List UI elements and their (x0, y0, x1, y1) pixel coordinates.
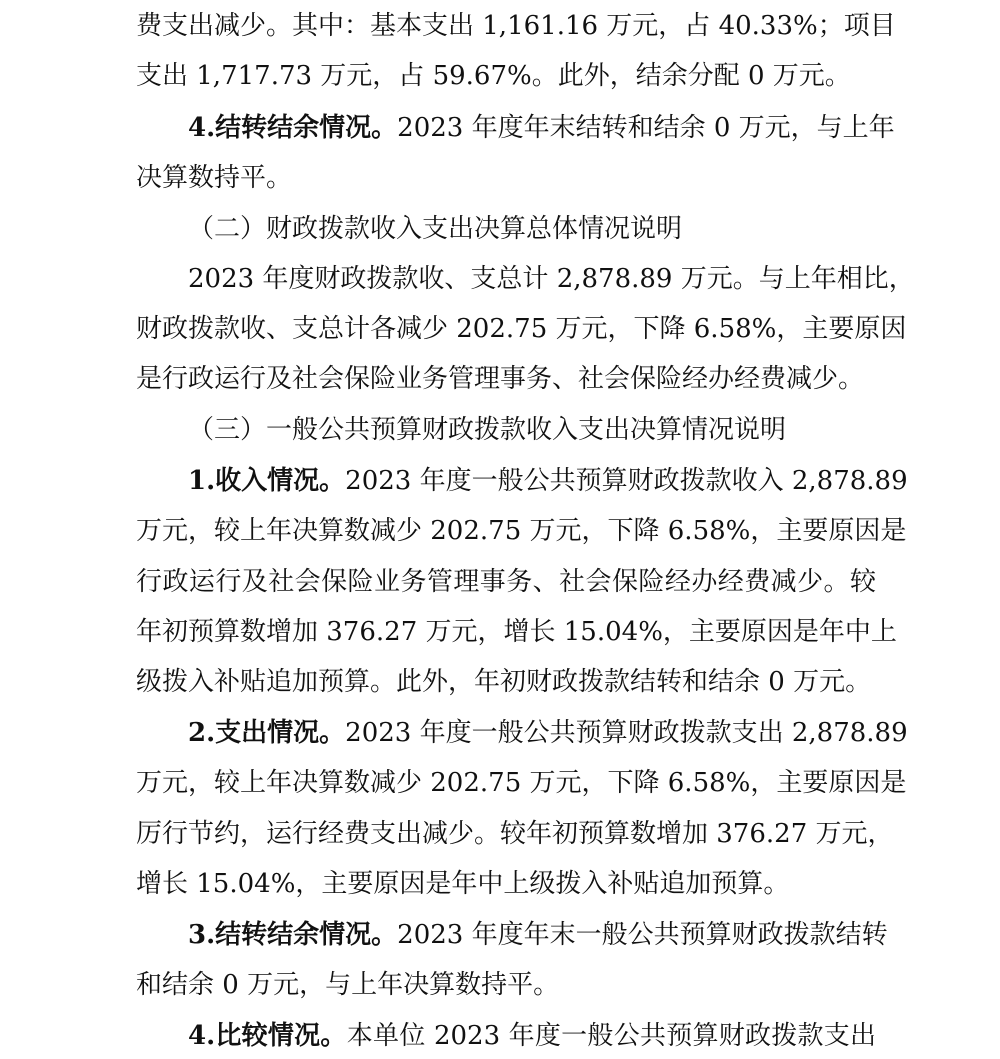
line-lead: 1.收入情况。 (188, 466, 346, 496)
text-line (136, 867, 876, 901)
line-lead: 3.结转结余情况。 (188, 920, 398, 950)
text-line (136, 968, 876, 1002)
text-line (136, 362, 876, 396)
text-line (188, 1019, 876, 1053)
line-text: 费支出减少。其中：基本支出 1,161.16 万元，占 40.33%；项目 (136, 11, 896, 41)
line-text: 万元，较上年决算数减少 202.75 万元，下降 6.58%，主要原因是 (136, 768, 907, 798)
line-text: 级拨入补贴追加预算。此外，年初财政拨款结转和结余 0 万元。 (136, 667, 872, 697)
line-text: 行政运行及社会保险业务管理事务、社会保险经办经费减少。较 (136, 567, 876, 597)
text-line (136, 59, 876, 93)
line-text: 万元，较上年决算数减少 202.75 万元，下降 6.58%，主要原因是 (136, 516, 907, 546)
line-text: （三）一般公共预算财政拨款收入支出决算情况说明 (188, 415, 787, 445)
text-line (188, 111, 895, 145)
text-line (136, 615, 897, 649)
line-text: 财政拨款收、支总计各减少 202.75 万元，下降 6.58%，主要原因 (136, 314, 907, 344)
line-text: 2023 年度一般公共预算财政拨款收入 2,878.89 (345, 466, 908, 496)
line-text: 本单位 2023 年度一般公共预算财政拨款支出 (346, 1021, 876, 1051)
text-line (136, 565, 876, 599)
text-line (188, 262, 915, 296)
section-heading (188, 413, 876, 447)
line-text: 2023 年度年末结转和结余 0 万元，与上年 (397, 113, 895, 143)
section-heading (188, 212, 876, 246)
line-lead: 4.结转结余情况。 (188, 113, 398, 143)
line-lead: 4.比较情况。 (188, 1021, 347, 1051)
line-lead: 2.支出情况。 (188, 718, 346, 748)
line-text: 是行政运行及社会保险业务管理事务、社会保险经办经费减少。 (136, 364, 865, 394)
line-text: 年初预算数增加 376.27 万元，增长 15.04%，主要原因是年中上 (136, 617, 897, 647)
text-line (188, 918, 888, 952)
text-line (136, 9, 896, 43)
text-line (188, 464, 908, 498)
text-line (136, 665, 876, 699)
text-line (136, 514, 907, 548)
text-line (136, 766, 907, 800)
text-line (136, 161, 876, 195)
text-line (188, 716, 908, 750)
line-text: 2023 年度年末一般公共预算财政拨款结转 (397, 920, 888, 950)
line-text: 决算数持平。 (136, 163, 293, 193)
line-text: （二）财政拨款收入支出决算总体情况说明 (188, 214, 683, 244)
line-text: 厉行节约，运行经费支出减少。较年初预算数增加 376.27 万元， (136, 819, 894, 849)
line-text: 和结余 0 万元，与上年决算数持平。 (136, 970, 560, 1000)
line-text: 增长 15.04%，主要原因是年中上级拨入补贴追加预算。 (136, 869, 790, 899)
line-text: 2023 年度财政拨款收、支总计 2,878.89 万元。与上年相比， (188, 264, 915, 294)
text-line (136, 817, 894, 851)
line-text: 2023 年度一般公共预算财政拨款支出 2,878.89 (345, 718, 908, 748)
line-text: 支出 1,717.73 万元，占 59.67%。此外，结余分配 0 万元。 (136, 61, 851, 91)
text-line (136, 312, 907, 346)
